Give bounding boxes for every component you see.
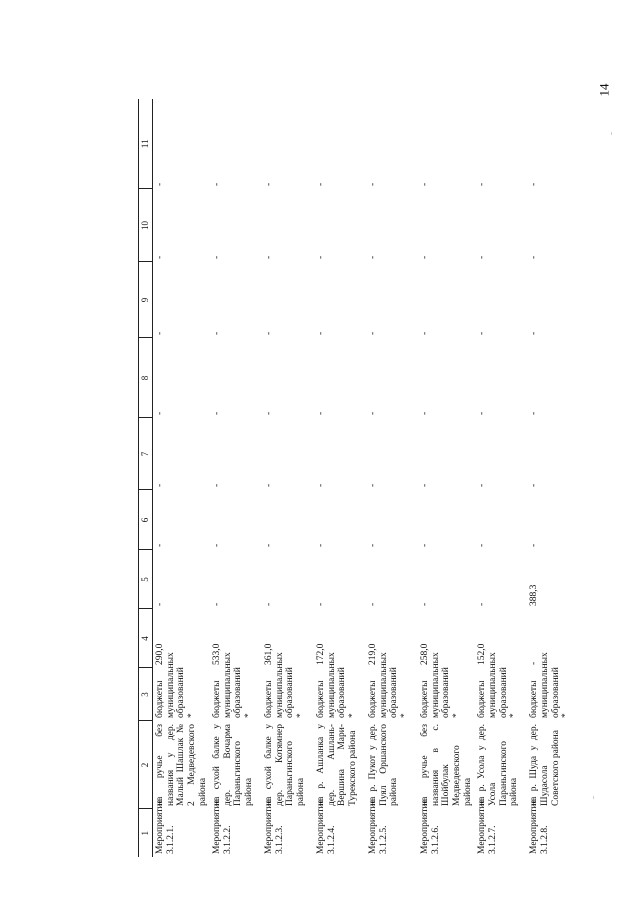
funding-source: бюджеты муниципальных образований * bbox=[477, 652, 520, 718]
value-col-9: - bbox=[212, 331, 223, 335]
table-row bbox=[153, 99, 211, 857]
value-col-11: - bbox=[316, 182, 327, 186]
value-col-7: - bbox=[264, 483, 275, 487]
value-col-4: - bbox=[529, 661, 540, 665]
value-col-7: - bbox=[529, 483, 540, 487]
value-col-5: - bbox=[420, 602, 431, 606]
table-row bbox=[366, 99, 418, 857]
measure-name: на ручье без названия у дер. Малый Шашлак № 2 Медведевского района bbox=[155, 724, 208, 806]
funding-source: бюджеты муниципальных образований * bbox=[316, 652, 358, 718]
value-col-6: - bbox=[212, 543, 223, 547]
measure-id: Мероприятие 3.1.2.2. bbox=[212, 799, 233, 854]
rotated-table-container bbox=[138, 99, 628, 857]
column-header-6: 6 bbox=[139, 490, 153, 550]
value-col-10: - bbox=[264, 255, 275, 259]
column-header-1: 1 bbox=[139, 809, 153, 857]
value-col-5: - bbox=[212, 602, 223, 606]
value-col-4: 361,0 bbox=[264, 643, 275, 665]
table-row bbox=[262, 99, 314, 857]
measure-name: на сухой балке у дер. Вочарма Параньгинского района bbox=[212, 724, 254, 806]
value-col-5: 388,3 bbox=[529, 584, 540, 606]
value-col-6: - bbox=[368, 543, 379, 547]
value-col-7: - bbox=[155, 483, 165, 487]
page-number: 14 bbox=[596, 83, 612, 97]
value-col-9: - bbox=[368, 331, 379, 335]
table-row bbox=[210, 99, 262, 857]
funding-source: бюджеты муниципальных образований * bbox=[420, 652, 462, 718]
value-col-5: - bbox=[477, 602, 488, 606]
value-col-8: - bbox=[316, 411, 327, 415]
value-col-11: - bbox=[368, 182, 379, 186]
value-col-10: - bbox=[368, 255, 379, 259]
value-col-8: - bbox=[264, 411, 275, 415]
column-header-5: 5 bbox=[139, 550, 153, 609]
column-header-2: 2 bbox=[139, 721, 153, 809]
value-col-11: - bbox=[477, 182, 488, 186]
value-col-6: - bbox=[155, 543, 165, 547]
measures-table bbox=[138, 99, 579, 857]
value-col-10: - bbox=[529, 255, 540, 259]
column-header-10: 10 bbox=[139, 189, 153, 262]
measure-name: на сухой балке у дер. Котямнер Параньгинского района bbox=[264, 724, 306, 806]
value-col-6: - bbox=[264, 543, 275, 547]
measure-name: на р. Усола у дер. Усола Параньгинского района bbox=[477, 724, 520, 806]
value-col-4: 172,0 bbox=[316, 643, 327, 665]
measure-id: Мероприятие 3.1.2.8. bbox=[529, 799, 550, 854]
value-col-5: - bbox=[316, 602, 327, 606]
value-col-10: - bbox=[477, 255, 488, 259]
column-header-8: 8 bbox=[139, 338, 153, 418]
column-header-9: 9 bbox=[139, 262, 153, 338]
value-col-11: - bbox=[212, 182, 223, 186]
value-col-11: - bbox=[264, 182, 275, 186]
measure-name: на р. Ашланка у дер. Ашлань-Вершина Мари-Турекского района bbox=[316, 724, 358, 806]
value-col-4: 258,0 bbox=[420, 643, 431, 665]
value-col-7: - bbox=[368, 483, 379, 487]
value-col-9: - bbox=[155, 331, 165, 335]
table-row bbox=[527, 99, 579, 857]
measure-name: на р. Пукот у дер. Пуял Оршанского района bbox=[368, 724, 400, 806]
value-col-10: - bbox=[155, 255, 165, 259]
value-col-8: - bbox=[477, 411, 488, 415]
value-col-9: - bbox=[477, 331, 488, 335]
funding-source: бюджеты муниципальных образований * bbox=[155, 652, 197, 718]
measure-id: Мероприятие 3.1.2.1. bbox=[155, 799, 176, 854]
value-col-6: - bbox=[477, 543, 488, 547]
value-col-9: - bbox=[529, 331, 540, 335]
measure-name: на ручье без названия в с. Шойбулак Медведевского района bbox=[420, 724, 473, 806]
table-row bbox=[314, 99, 366, 857]
table-header-row bbox=[139, 99, 153, 857]
funding-source: бюджеты муниципальных образований * bbox=[368, 652, 410, 718]
value-col-11: - bbox=[420, 182, 431, 186]
value-col-6: - bbox=[420, 543, 431, 547]
value-col-4: 533,0 bbox=[212, 643, 223, 665]
value-col-5: - bbox=[155, 602, 165, 606]
funding-source: бюджеты муниципальных образований * bbox=[529, 652, 572, 718]
column-header-7: 7 bbox=[139, 418, 153, 490]
value-col-8: - bbox=[529, 411, 540, 415]
value-col-9: - bbox=[264, 331, 275, 335]
value-col-4: 152,0 bbox=[477, 643, 488, 665]
table-row bbox=[475, 99, 527, 857]
column-header-4: 4 bbox=[139, 609, 153, 668]
value-col-5: - bbox=[368, 602, 379, 606]
value-col-8: - bbox=[155, 411, 165, 415]
value-col-10: - bbox=[316, 255, 327, 259]
measure-id: Мероприятие 3.1.2.3. bbox=[264, 799, 285, 854]
value-col-4: 219,0 bbox=[368, 643, 379, 665]
value-col-9: - bbox=[316, 331, 327, 335]
value-col-8: - bbox=[212, 411, 223, 415]
value-col-7: - bbox=[212, 483, 223, 487]
measure-id: Мероприятие 3.1.2.5. bbox=[368, 799, 389, 854]
column-header-3: 3 bbox=[139, 668, 153, 721]
value-col-8: - bbox=[368, 411, 379, 415]
value-col-9: - bbox=[420, 331, 431, 335]
value-col-6: - bbox=[529, 543, 540, 547]
value-col-11: - bbox=[529, 182, 540, 186]
value-col-10: - bbox=[420, 255, 431, 259]
value-col-7: - bbox=[420, 483, 431, 487]
value-col-4: 290,0 bbox=[155, 643, 165, 665]
column-header-11: 11 bbox=[139, 99, 153, 189]
measure-id: Мероприятие 3.1.2.7. bbox=[477, 799, 498, 854]
value-col-6: - bbox=[316, 543, 327, 547]
value-col-11: - bbox=[155, 182, 165, 186]
value-col-5: - bbox=[264, 602, 275, 606]
value-col-7: - bbox=[316, 483, 327, 487]
measure-name: на р. Шуда у дер. Шудасола Советского района bbox=[529, 724, 561, 806]
measure-id: Мероприятие 3.1.2.6. bbox=[420, 799, 441, 854]
funding-source: бюджеты муниципальных образований * bbox=[212, 652, 254, 718]
table-row bbox=[418, 99, 475, 857]
value-col-8: - bbox=[420, 411, 431, 415]
value-col-7: - bbox=[477, 483, 488, 487]
funding-source: бюджеты муниципальных образований * bbox=[264, 652, 306, 718]
value-col-10: - bbox=[212, 255, 223, 259]
measure-id: Мероприятие 3.1.2.4. bbox=[316, 799, 337, 854]
